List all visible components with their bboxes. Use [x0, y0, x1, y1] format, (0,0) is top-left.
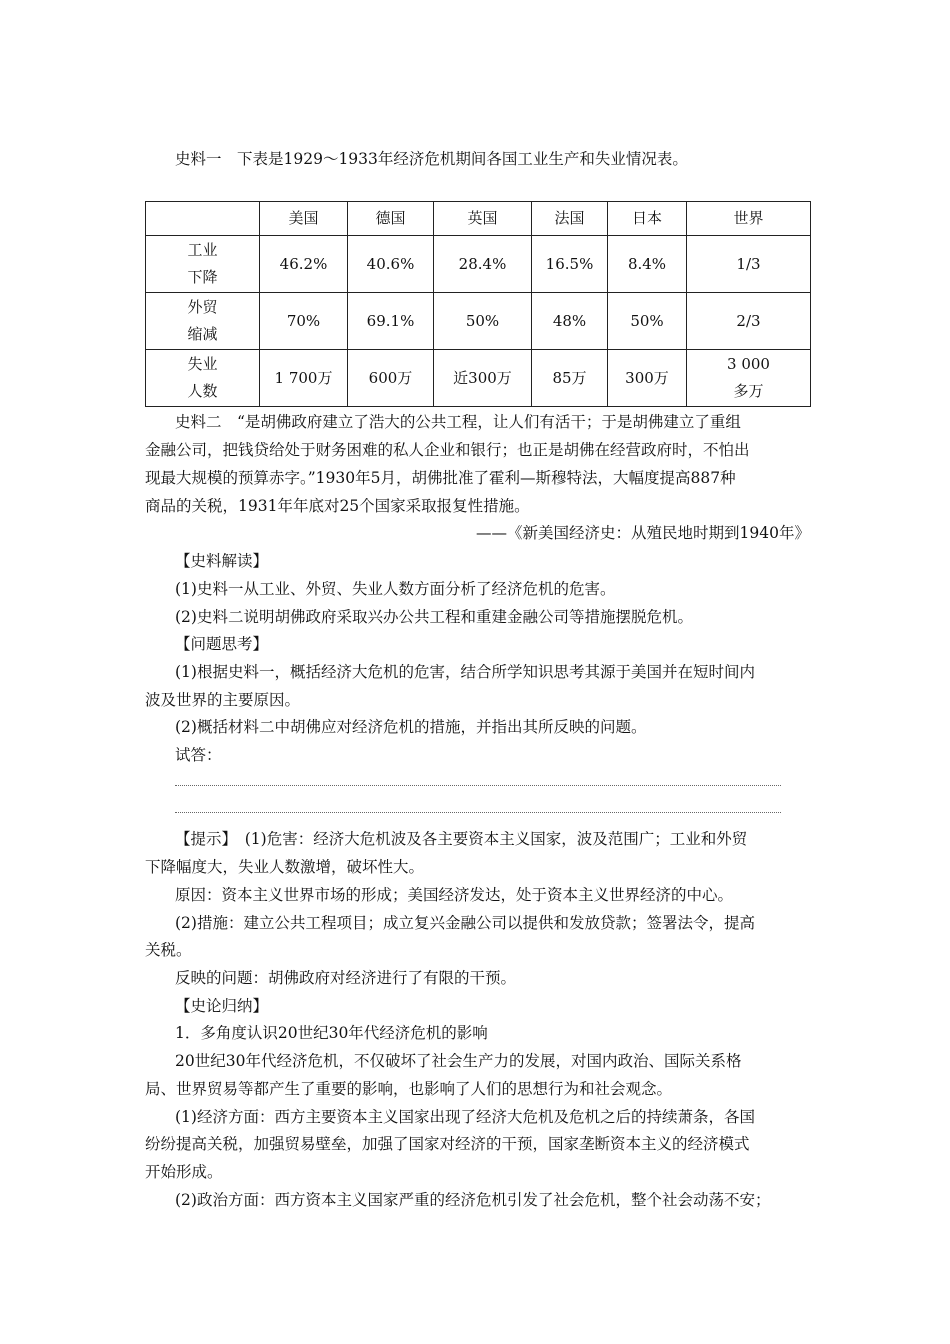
table-cell: 69.1% — [348, 293, 434, 350]
table-header-cell — [146, 202, 260, 236]
table-cell: 2/3 — [687, 293, 811, 350]
table-header-cell: 法国 — [532, 202, 608, 236]
material2-line: 现最大规模的预算赤字。”1930年5月，胡佛批准了霍利—斯穆特法，大幅度提高887种 — [145, 469, 736, 487]
table-cell: 300万 — [608, 350, 687, 407]
summary-line: 局、世界贸易等都产生了重要的影响，也影响了人们的思想行为和社会观念。 — [145, 1080, 673, 1098]
table-row — [146, 350, 811, 407]
summary-line: (2)政治方面：西方资本主义国家严重的经济危机引发了社会危机，整个社会动荡不安； — [175, 1191, 771, 1209]
reading-heading: 【史料解读】 — [175, 552, 269, 570]
material2-line: 商品的关税，1931年年底对25个国家采取报复性措施。 — [145, 497, 530, 515]
table-header-cell: 日本 — [608, 202, 687, 236]
row-label: 工业 下降 — [146, 236, 260, 293]
row-label: 外贸 缩减 — [146, 293, 260, 350]
hint-line: 原因：资本主义世界市场的形成；美国经济发达，处于资本主义世界经济的中心。 — [175, 886, 734, 904]
questions-heading: 【问题思考】 — [175, 635, 269, 653]
table-cell: 1 700万 — [260, 350, 348, 407]
summary-heading: 【史论归纳】 — [175, 997, 269, 1015]
question-item: (1)根据史料一，概括经济大危机的危害，结合所学知识思考其源于美国并在短时间内 — [175, 663, 755, 681]
table-cell: 70% — [260, 293, 348, 350]
summary-line: 20世纪30年代经济危机，不仅破坏了社会生产力的发展，对国内政治、国际关系格 — [175, 1052, 742, 1070]
hint-line: 反映的问题：胡佛政府对经济进行了有限的干预。 — [175, 969, 517, 987]
table-header-cell: 美国 — [260, 202, 348, 236]
summary-line: 1．多角度认识20世纪30年代经济危机的影响 — [175, 1024, 488, 1042]
table-header-row — [146, 202, 811, 236]
table-header-cell: 世界 — [687, 202, 811, 236]
table-cell: 16.5% — [532, 236, 608, 293]
crisis-table — [145, 201, 811, 407]
hint-line: 下降幅度大，失业人数激增，破坏性大。 — [145, 858, 425, 876]
reading-item: (1)史料一从工业、外贸、失业人数方面分析了经济危机的危害。 — [175, 580, 616, 598]
table-cell: 28.4% — [434, 236, 532, 293]
material2-source: ——《新美国经济史：从殖民地时期到1940年》 — [476, 524, 810, 542]
table-cell: 8.4% — [608, 236, 687, 293]
table-header-cell: 英国 — [434, 202, 532, 236]
table-cell: 50% — [434, 293, 532, 350]
table-cell: 85万 — [532, 350, 608, 407]
material2-line: 史料二 “是胡佛政府建立了浩大的公共工程，让人们有活干；于是胡佛建立了重组 — [175, 413, 741, 431]
answer-line[interactable] — [175, 812, 781, 813]
table-cell: 600万 — [348, 350, 434, 407]
reading-item: (2)史料二说明胡佛政府采取兴办公共工程和重建金融公司等措施摆脱危机。 — [175, 608, 693, 626]
table-header-cell: 德国 — [348, 202, 434, 236]
material2-line: 金融公司，把钱贷给处于财务困难的私人企业和银行；也正是胡佛在经营政府时，不怕出 — [145, 441, 750, 459]
table-cell: 1/3 — [687, 236, 811, 293]
hint-line: 关税。 — [145, 941, 192, 959]
summary-line: (1)经济方面：西方主要资本主义国家出现了经济大危机及危机之后的持续萧条，各国 — [175, 1108, 755, 1126]
summary-line: 开始形成。 — [145, 1163, 223, 1181]
table-cell: 46.2% — [260, 236, 348, 293]
question-item: 波及世界的主要原因。 — [145, 691, 301, 709]
table-cell: 40.6% — [348, 236, 434, 293]
table-row — [146, 236, 811, 293]
hint-line: (2)措施：建立公共工程项目；成立复兴金融公司以提供和发放贷款；签署法令，提高 — [175, 914, 755, 932]
hint-line: 【提示】 (1)危害：经济大危机波及各主要资本主义国家，波及范围广；工业和外贸 — [175, 830, 748, 848]
table-intro: 史料一 下表是1929～1933年经济危机期间各国工业生产和失业情况表。 — [175, 150, 688, 168]
answer-label: 试答： — [175, 746, 222, 764]
table-row — [146, 293, 811, 350]
answer-line[interactable] — [175, 785, 781, 786]
table-cell: 48% — [532, 293, 608, 350]
summary-line: 纷纷提高关税，加强贸易壁垒，加强了国家对经济的干预，国家垄断资本主义的经济模式 — [145, 1135, 750, 1153]
table-cell: 3 000 多万 — [687, 350, 811, 407]
question-item: (2)概括材料二中胡佛应对经济危机的措施，并指出其所反映的问题。 — [175, 718, 647, 736]
table-cell: 50% — [608, 293, 687, 350]
row-label: 失业 人数 — [146, 350, 260, 407]
table-cell: 近300万 — [434, 350, 532, 407]
